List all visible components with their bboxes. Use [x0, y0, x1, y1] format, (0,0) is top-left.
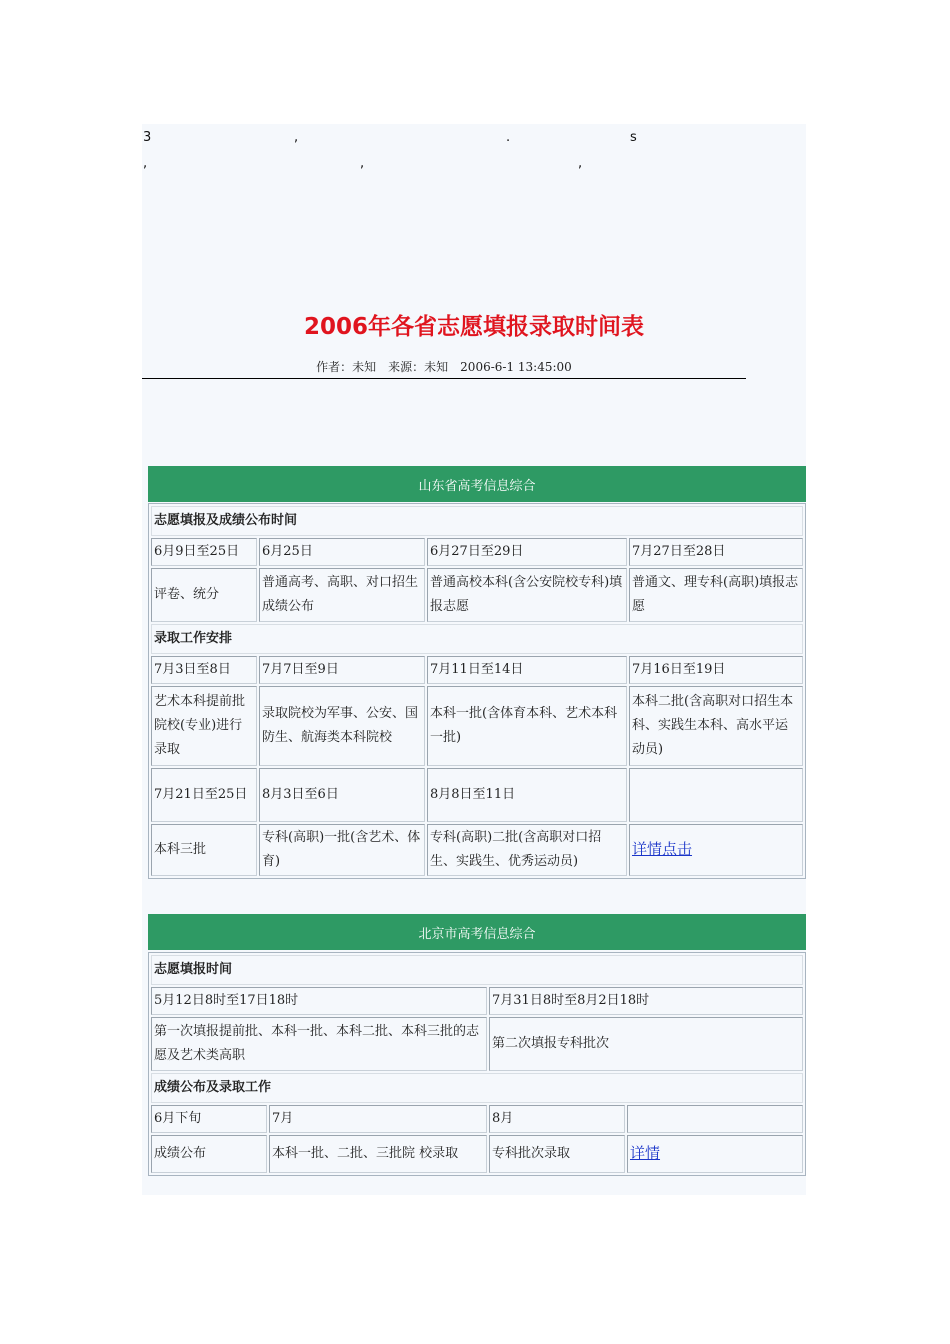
- beijing-table: [148, 952, 806, 1176]
- table-cell: [629, 824, 803, 876]
- table-cell: 7月11日至14日: [427, 656, 627, 684]
- table-cell: 7月7日至9日: [259, 656, 425, 684]
- table-cell: 7月31日8时至8月2日18时: [489, 987, 803, 1015]
- table-cell: 8月8日至11日: [427, 768, 627, 822]
- stray-mark: .: [506, 130, 511, 145]
- table-cell: 普通高考、高职、对口招生成绩公布: [259, 568, 425, 622]
- table-cell: 评卷、统分: [151, 568, 257, 622]
- table-cell: 8月: [489, 1105, 625, 1133]
- table-cell: 5月12日8时至17日18时: [151, 987, 487, 1015]
- table-cell: 8月3日至6日: [259, 768, 425, 822]
- beijing-header: 北京市高考信息综合: [148, 914, 806, 950]
- section-heading: 志愿填报时间: [151, 955, 803, 985]
- article-title: 2006年各省志愿填报录取时间表: [303, 314, 644, 340]
- section-heading: 录取工作安排: [151, 624, 803, 654]
- table-cell: 成绩公布: [151, 1135, 267, 1173]
- stray-mark: ,: [294, 130, 299, 145]
- table-cell: 7月3日至8日: [151, 656, 257, 684]
- title-divider: [142, 378, 746, 379]
- table-cell: 6月9日至25日: [151, 538, 257, 566]
- details-link[interactable]: 详情: [630, 1144, 661, 1162]
- section-heading: 志愿填报及成绩公布时间: [151, 506, 803, 536]
- table-cell: [629, 768, 803, 822]
- stray-mark: 3: [143, 130, 152, 145]
- table-cell: 录取院校为军事、公安、国防生、航海类本科院校: [259, 686, 425, 766]
- shandong-header: 山东省高考信息综合: [148, 466, 806, 502]
- shandong-table: [148, 503, 806, 879]
- table-cell: 6月25日: [259, 538, 425, 566]
- table-cell: 6月27日至29日: [427, 538, 627, 566]
- table-cell: 普通高校本科(含公安院校专科)填报志愿: [427, 568, 627, 622]
- table-cell: 本科一批(含体育本科、艺术本科一批): [427, 686, 627, 766]
- table-cell: 6月下旬: [151, 1105, 267, 1133]
- stray-mark: ,: [578, 156, 583, 171]
- table-cell: 7月21日至25日: [151, 768, 257, 822]
- table-cell: [627, 1105, 803, 1133]
- stray-mark: ,: [143, 156, 148, 171]
- table-cell: 第一次填报提前批、本科一批、本科二批、本科三批的志愿及艺术类高职: [151, 1017, 487, 1071]
- table-cell: 专科(高职)二批(含高职对口招生、实践生、优秀运动员): [427, 824, 627, 876]
- table-cell: 7月16日至19日: [629, 656, 803, 684]
- table-cell: 本科一批、二批、三批院 校录取: [269, 1135, 487, 1173]
- details-link[interactable]: 详情点击: [632, 840, 693, 858]
- stray-mark: s: [630, 130, 637, 145]
- section-heading: 成绩公布及录取工作: [151, 1073, 803, 1103]
- table-cell: 专科(高职)一批(含艺术、体育): [259, 824, 425, 876]
- table-cell: 第二次填报专科批次: [489, 1017, 803, 1071]
- article-byline: 作者：未知 来源：未知 2006-6-1 13:45:00: [316, 360, 572, 374]
- table-cell: 本科二批(含高职对口招生本科、实践生本科、高水平运动员): [629, 686, 803, 766]
- table-cell: 专科批次录取: [489, 1135, 625, 1173]
- stray-mark: ,: [360, 156, 365, 171]
- table-cell: 艺术本科提前批院校(专业)进行录取: [151, 686, 257, 766]
- table-cell: 7月: [269, 1105, 487, 1133]
- table-cell: 7月27日至28日: [629, 538, 803, 566]
- table-cell: 普通文、理专科(高职)填报志愿: [629, 568, 803, 622]
- table-cell: 本科三批: [151, 824, 257, 876]
- table-cell: [627, 1135, 803, 1173]
